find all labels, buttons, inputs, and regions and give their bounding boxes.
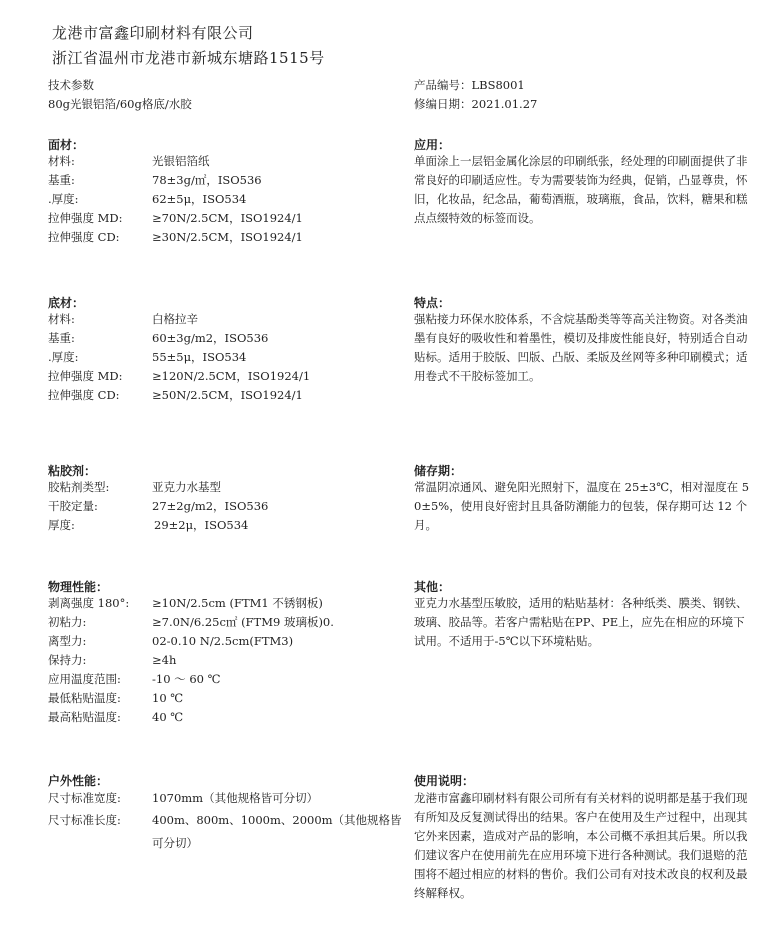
physical-value: ≥7.0N/6.25c㎡ (FTM9 玻璃板)0.	[152, 615, 334, 629]
face-value: 光银铝箔纸	[152, 154, 210, 168]
adhesive-value: 亚克力水基型	[152, 480, 221, 494]
product-code: 产品编号：LBS8001	[414, 78, 525, 92]
physical-key: 剥离强度 180°:	[48, 596, 130, 610]
product-desc: 80g光银铝箔/60g格底/水胶	[48, 97, 192, 111]
physical-value: 40 ℃	[152, 710, 184, 724]
outdoor-key: 尺寸标准宽度:	[48, 791, 121, 805]
features-text: 强粘接力环保水胶体系，不含烷基酚类等等高关注物资。对各类油墨有良好的吸收性和着墨性，模切及排废性能良好，特别适合自动贴标。适用于胶版、凹版、凸版、柔版及丝网等多种印刷模式；适用卷式不干胶标签加工。	[414, 312, 748, 383]
physical-value: 10 ℃	[152, 691, 184, 705]
adhesive-value: 27±2g/m2，ISO536	[152, 499, 269, 513]
physical-key: 初粘力:	[48, 615, 87, 629]
face-key: 拉伸强度 CD:	[48, 230, 120, 244]
usage-title: 使用说明：	[414, 774, 475, 788]
backing-value: ≥120N/2.5CM，ISO1924/1	[152, 369, 311, 383]
outdoor-value: 400m、800m、1000m、2000m（其他规格皆	[152, 813, 402, 827]
physical-key: 应用温度范围:	[48, 672, 121, 686]
revision-date: 修编日期：2021.01.27	[414, 97, 538, 111]
physical-value: ≥10N/2.5cm (FTM1 不锈钢板)	[152, 596, 323, 610]
face-value: ≥70N/2.5CM，ISO1924/1	[152, 211, 303, 225]
other-title: 其他：	[414, 580, 451, 594]
outdoor-key: 尺寸标准长度:	[48, 813, 121, 827]
face-key: 拉伸强度 MD:	[48, 211, 123, 225]
backing-value: 55±5μ，ISO534	[152, 350, 247, 364]
face-value: 78±3g/㎡，ISO536	[152, 173, 262, 187]
face-value: ≥30N/2.5CM，ISO1924/1	[152, 230, 303, 244]
face-key: 基重:	[48, 173, 75, 187]
backing-key: 拉伸强度 MD:	[48, 369, 123, 383]
physical-value: ≥4h	[152, 653, 177, 667]
face-key: .厚度:	[48, 192, 79, 206]
backing-title: 底材：	[48, 296, 85, 310]
backing-key: 材料:	[48, 312, 75, 326]
physical-key: 保持力:	[48, 653, 87, 667]
other-text: 亚克力水基型压敏胶，适用的粘贴基材：各种纸类、膜类、钢铁、玻璃、胶品等。若客户需粘贴在PP、PE上，应先在相应的环境下试用。不适用于-5℃以下环境粘贴。	[414, 596, 748, 648]
usage-text: 龙港市富鑫印刷材料有限公司所有有关材料的说明都是基于我们现有所知及反复测试得出的结果。客户在使用及生产过程中，出现其它外来因素，造成对产品的影响，本公司概不承担其后果。所以我们建议客户在使用前先在应用环境下进行各种测试。我们退赔的范围将不超过相应的材料的售价。我们公司有对技术改良的权利及最终解释权。	[414, 791, 748, 900]
backing-value: 白格拉辛	[152, 312, 198, 326]
storage-text: 常温阴凉通风、避免阳光照射下，温度在 25±3℃，相对湿度在 50±5%，使用良好密封且具备防潮能力的包装，保存期可达 12 个月。	[414, 480, 750, 532]
adhesive-value: 29±2μ，ISO534	[154, 518, 249, 532]
adhesive-key: 干胶定量:	[48, 499, 98, 513]
physical-key: 最高粘贴温度:	[48, 710, 121, 724]
physical-value: 02-0.10 N/2.5cm(FTM3)	[152, 634, 294, 648]
backing-key: 基重:	[48, 331, 75, 345]
backing-key: 拉伸强度 CD:	[48, 388, 120, 402]
company-name: 龙港市富鑫印刷材料有限公司	[52, 24, 254, 42]
physical-key: 离型力:	[48, 634, 87, 648]
backing-value: ≥50N/2.5CM，ISO1924/1	[152, 388, 303, 402]
company-address: 浙江省温州市龙港市新城东塘路1515号	[52, 49, 325, 67]
adhesive-key: 胶粘剂类型:	[48, 480, 110, 494]
physical-key: 最低粘贴温度:	[48, 691, 121, 705]
outdoor-title: 户外性能：	[48, 774, 109, 788]
adhesive-title: 粘胶剂：	[48, 464, 97, 478]
application-title: 应用：	[414, 138, 451, 152]
face-value: 62±5μ，ISO534	[152, 192, 247, 206]
outdoor-value: 可分切）	[152, 836, 198, 850]
application-text: 单面涂上一层铝金属化涂层的印刷纸张，经处理的印刷面提供了非常良好的印刷适应性。专为需要装饰为经典，促销，凸显尊贵，怀旧，化妆品，纪念品，葡萄酒瓶，玻璃瓶，食品，饮料，糖果和糕点点缀特效的标签而设。	[414, 154, 748, 225]
physical-title: 物理性能：	[48, 580, 109, 594]
face-title: 面材：	[48, 138, 85, 152]
backing-value: 60±3g/m2，ISO536	[152, 331, 269, 345]
storage-title: 储存期：	[414, 464, 463, 478]
doc-type: 技术参数	[48, 78, 94, 92]
physical-value: -10 ～ 60 ℃	[152, 672, 221, 686]
backing-key: .厚度:	[48, 350, 79, 364]
outdoor-value: 1070mm（其他规格皆可分切）	[152, 791, 319, 805]
adhesive-key: 厚度:	[48, 518, 75, 532]
face-key: 材料:	[48, 154, 75, 168]
features-title: 特点：	[414, 296, 451, 310]
